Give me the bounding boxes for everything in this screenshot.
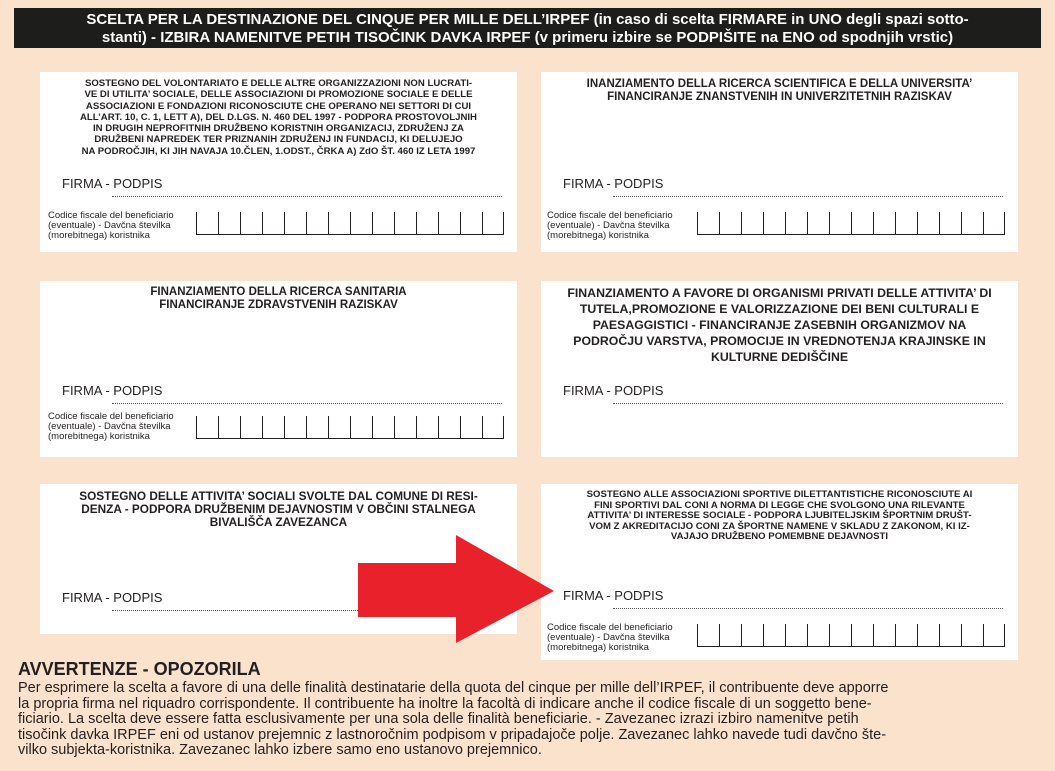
- tax-code-label: Codice fiscale del beneficiario (eventuale) - Davčna številka (morebitnega) koristnika: [48, 210, 174, 241]
- signature-line[interactable]: [613, 403, 1003, 404]
- signature-line[interactable]: [112, 196, 502, 197]
- signature-label: FIRMA - PODPIS: [62, 176, 163, 191]
- signature-label: FIRMA - PODPIS: [62, 590, 163, 605]
- panel-title: SOSTEGNO DEL VOLONTARIATO E DELLE ALTRE ORGANIZZAZIONI NON LUCRATI- VE DI UTILITA’ SOCIALE, DELLE ASSOCIAZIONI DI PROMOZIONE SOCIALE E DELLE ASSOCIAZIONI E FONDAZIONI RICONOSCIUTE CHE OPERANO NEI SETTORI DI CUI ALL’ART. 10, C. 1, LETT A), DEL D.LGS. N. 460 DEL 1997 - PODPORA PROSTOVOLJNIH IN DRUGIH NEPROFITNIH DRUŽBENO KORISTNIH ORGANIZACIJ, ZDRUŽENJ ZA DRUŽBENI NAPREDEK TER PRIZNANIH ZDRUŽENJ IN FUNDACIJ, KI DELUJEJO NA PODROČJIH, KI JIH NAVAJA 10.ČLEN, 1.ODST., ČRKA A) ZdO ŠT. 460 IZ LETA 1997: [80, 78, 477, 157]
- signature-label: FIRMA - PODPIS: [563, 588, 664, 603]
- panel-volunteering: [40, 72, 517, 252]
- tax-code-input[interactable]: [697, 624, 1005, 647]
- panel-title: SOSTEGNO DELLE ATTIVITA’ SOCIALI SVOLTE DAL COMUNE DI RESI- DENZA - PODPORA DRUŽBENIM DEJAVNOSTIM V OBČINI STALNEGA BIVALIŠČA ZAVEZANCA: [79, 489, 478, 529]
- panel-cultural-heritage: [541, 281, 1018, 457]
- signature-line[interactable]: [613, 608, 1003, 609]
- panel-amateur-sports: [541, 484, 1018, 660]
- form-header: [14, 8, 1041, 48]
- warnings-title: AVVERTENZE - OPOZORILA: [18, 659, 261, 679]
- tax-code-input[interactable]: [697, 212, 1005, 235]
- panel-title: FINANZIAMENTO DELLA RICERCA SANITARIA FINANCIRANJE ZDRAVSTVENIH RAZISKAV: [150, 286, 407, 311]
- header-line-2: stanti) - IZBIRA NAMENITVE PETIH TISOČINK DAVKA IRPEF (v primeru izbire se PODPIŠITE na ENO od spodnjih vrstic): [101, 29, 954, 46]
- panel-title: SOSTEGNO ALLE ASSOCIAZIONI SPORTIVE DILETTANTISTICHE RICONOSCIUTE AI FINI SPORTIVI DAL CONI A NORMA DI LEGGE CHE SVOLGONO UNA RILEVANTE ATTIVITA’ DI INTERESSE SOCIALE - PODPORA LJUBITELJSKIM ŠPORTNIM DRUŠT- VOM Z AKREDITACIJO CONI ZA ŠPORTNE NAMENE V SKLADU Z ZAKONOM, KI IZ- VAJAJO DRUŽBENO POMEMBNE DEJAVNOSTI: [586, 489, 973, 542]
- panel-scientific-research: [541, 72, 1018, 252]
- signature-label: FIRMA - PODPIS: [62, 383, 163, 398]
- tax-code-input[interactable]: [196, 212, 504, 235]
- tax-code-input[interactable]: [196, 416, 504, 439]
- warnings-text: Per esprimere la scelta a favore di una delle finalità destinatarie della quota del cinque per mille dell’IRPEF, il contribuente deve apporre la propria firma nel riquadro corrispondente. Il contribuente ha inoltre la facoltà di indicare anche il codice fiscale di un soggetto bene- ficiario. La scelta deve essere fatta esclusivamente per una sola delle finalità beneficiarie. - Zavezanec izrazi izbiro namenitve petih tisočink davka IRPEF eni od ustanov prejemnic z lastnoročnim podpisom v pripadajoče polje. Zavezanec lahko navede tudi davčno šte- vilko subjekta-koristnika. Zavezanec lahko izbere samo eno ustanovo prejemnico.: [18, 680, 889, 758]
- red-arrow-icon: [358, 535, 558, 645]
- tax-code-label: Codice fiscale del beneficiario (eventuale) - Davčna številka (morebitnega) koristnika: [547, 622, 673, 653]
- signature-line[interactable]: [112, 403, 502, 404]
- panel-health-research: [40, 281, 517, 457]
- header-line-1: SCELTA PER LA DESTINAZIONE DEL CINQUE PER MILLE DELL’IRPEF (in caso di scelta FIRMARE in UNO degli spazi sotto-: [86, 11, 969, 28]
- tax-code-label: Codice fiscale del beneficiario (eventuale) - Davčna številka (morebitnega) koristnika: [48, 411, 174, 442]
- panel-title: INANZIAMENTO DELLA RICERCA SCIENTIFICA E DELLA UNIVERSITA’ FINANCIRANJE ZNANSTVENIH IN UNIVERZITETNIH RAZISKAV: [586, 78, 973, 103]
- signature-label: FIRMA - PODPIS: [563, 383, 664, 398]
- panel-title: FINANZIAMENTO A FAVORE DI ORGANISMI PRIVATI DELLE ATTIVITA’ DI TUTELA,PROMOZIONE E VALORIZZAZIONE DEI BENI CULTURALI E PAESAGGISTICI - FINANCIRANJE ZASEBNIH ORGANIZMOV NA PODROČJU VARSTVA, PROMOCIJE IN VREDNOTENJA KRAJINSKE IN KULTURNE DEDIŠČINE: [567, 286, 992, 364]
- signature-line[interactable]: [613, 196, 1003, 197]
- arrow-shape: [358, 535, 554, 643]
- tax-code-label: Codice fiscale del beneficiario (eventuale) - Davčna številka (morebitnega) koristnika: [547, 210, 673, 241]
- signature-label: FIRMA - PODPIS: [563, 176, 664, 191]
